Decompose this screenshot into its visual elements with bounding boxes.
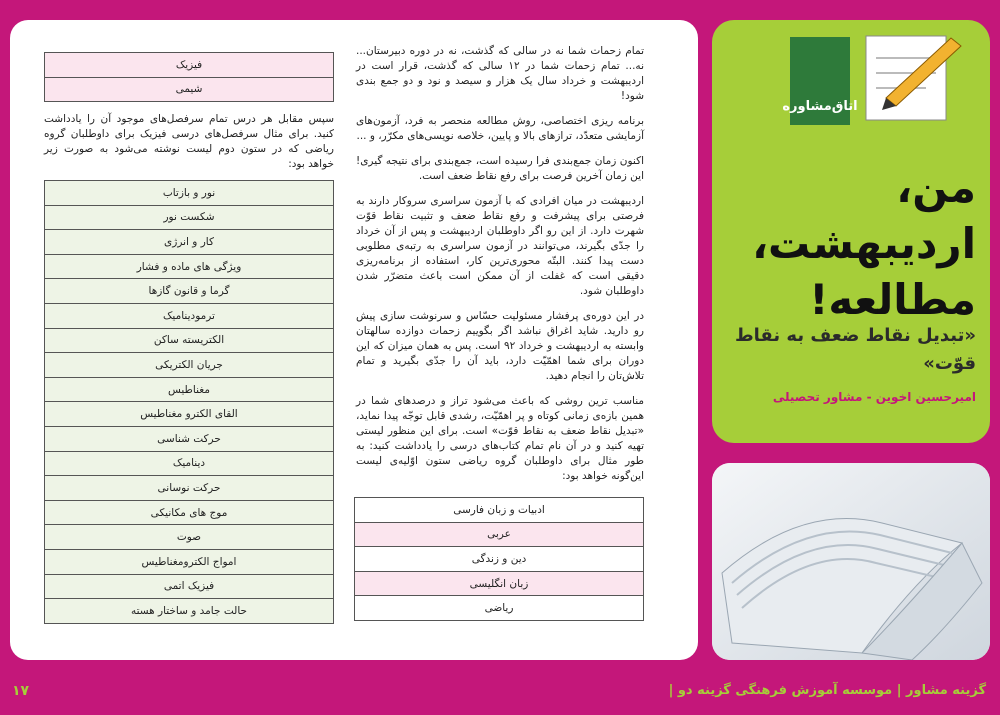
- subjects-table: [354, 497, 644, 621]
- book-image-card: [712, 463, 990, 660]
- open-book-image: [712, 463, 990, 660]
- page-number: ۱۷: [12, 683, 30, 699]
- article-subtitle: «تبدیل نقاط ضعف به نقاط قوّت»: [734, 325, 976, 374]
- paragraph: اردیبهشت در میان افرادی که با آزمون سراسری سروکار دارند به فرصتی برای پیشرفت و رفع نقاط ضعف و تثبیت نقاط قوّت شهرت دارد. از این رو اگر داوطلبان اردیبهشت و پس از آن خرداد را جدّی بگیرند، می‌توانند در آزمون سراسری به رتبه‌ی مطلوبی دست پیدا کنند. البتّه محوری‌ترین کار، استفاده از برنامه‌ریزی دقیقی است که غفلت از آن ممکن است باعث متضرّر شدن داوطلبان شود.: [356, 195, 644, 297]
- top-table: [44, 52, 334, 102]
- table-cell: عربی: [355, 522, 644, 547]
- table-cell: زبان انگلیسی: [355, 571, 644, 596]
- paragraph: مناسب ترین روشی که باعث می‌شود تراز و درصدهای شما در همین بازه‌ی زمانی کوتاه و پر اهمّیّت، رشدی قابل توجّه پیدا نماید، «تبدیل نقاط ضعف به نقاط قوّت» است. برای این منظور لیستی تهیه کنید و در آن نام تمام کتاب‌های درسی را یادداشت کنید: به طور مثال برای داوطلبان گروه ریاضی ستون اوّلیه‌ی لیست این‌گونه خواهد بود:: [356, 395, 644, 482]
- table-cell: حرکت نوسانی: [45, 476, 334, 501]
- table-cell: ریاضی: [355, 596, 644, 621]
- table-cell: شیمی: [45, 77, 334, 102]
- article-author: امیرحسین اخوین - مشاور تحصیلی: [772, 390, 976, 404]
- table-cell: ویژگی های ماده و فشار: [45, 254, 334, 279]
- topics-table: [44, 180, 334, 624]
- title-line-2: اردیبهشت،: [752, 219, 976, 268]
- title-line-1: من،: [896, 163, 976, 212]
- table-cell: القای الکترو مغناطیس: [45, 402, 334, 427]
- table-cell: صوت: [45, 525, 334, 550]
- article-title: [736, 160, 976, 328]
- middle-column: [356, 44, 644, 494]
- table-cell: نور و بازتاب: [45, 181, 334, 206]
- paper-pencil-icon: [856, 28, 966, 128]
- paragraph: اکنون زمان جمع‌بندی فرا رسیده است، جمع‌بندی برای نتیجه گیری! این زمان آخرین فرصت برای رفع نقاط ضعف است.: [356, 155, 644, 182]
- table-cell: امواج الکترومغناطیس: [45, 549, 334, 574]
- paragraph: برنامه ریزی اختصاصی، روش مطالعه منحصر به فرد، آزمون‌های آزمایشی متعدّد، ترازهای بالا و پایین، خلاصه نویسی‌های مکرّر، و ...: [356, 115, 644, 142]
- table-cell: فیزیک: [45, 53, 334, 78]
- table-cell: حالت جامد و ساختار هسته: [45, 599, 334, 624]
- table-cell: موج های مکانیکی: [45, 500, 334, 525]
- table-cell: دینامیک: [45, 451, 334, 476]
- table-cell: گرما و قانون گازها: [45, 279, 334, 304]
- table-cell: جریان الکتریکی: [45, 353, 334, 378]
- table-cell: دین و زندگی: [355, 547, 644, 572]
- paragraph: در این دوره‌ی پرفشار مسئولیت حسّاس و سرنوشت سازی پیش رو دارید. شاید اغراق نباشد اگر بگوییم زحمات دوازده سالهتان وابسته به اردیبهشت و خرداد ۹۲ است. پس به همان میزان که این دوران برای شما اهمّیّت دارد، باید آن را جدّی بگیرید و تمام تلاش‌تان را انجام دهید.: [356, 310, 644, 382]
- footer-text: گزینه مشاور | موسسه آموزش فرهنگی گزینه دو |: [668, 683, 986, 698]
- brand-label: اتاق‌مشاوره: [782, 99, 858, 114]
- left-paragraph: سپس مقابل هر درس تمام سرفصل‌های موجود آن را یادداشت کنید. برای مثال سرفصل‌های درسی فیزیک برای داوطلبان گروه ریاضی که در ستون دوم لیست نوشته می‌شود به صورت زیر خواهد بود:: [44, 113, 334, 170]
- table-cell: الکتریسته ساکن: [45, 328, 334, 353]
- table-cell: شکست نور: [45, 205, 334, 230]
- table-cell: ترمودینامیک: [45, 303, 334, 328]
- table-cell: فیزیک اتمی: [45, 574, 334, 599]
- paragraph: تمام زحمات شما نه در سالی که گذشت، نه در دوره دبیرستان... نه... تمام زحمات شما در ۱۲ سالی که گذشت، قرار است در اردیبهشت و خرداد سال یک هزار و سیصد و نود و دو جمع بندی شود!: [356, 45, 644, 102]
- table-cell: ادبیات و زبان فارسی: [355, 498, 644, 523]
- table-cell: حرکت شناسی: [45, 426, 334, 451]
- table-cell: مغناطیس: [45, 377, 334, 402]
- title-line-3: مطالعه!: [809, 275, 976, 324]
- table-cell: کار و انرژی: [45, 230, 334, 255]
